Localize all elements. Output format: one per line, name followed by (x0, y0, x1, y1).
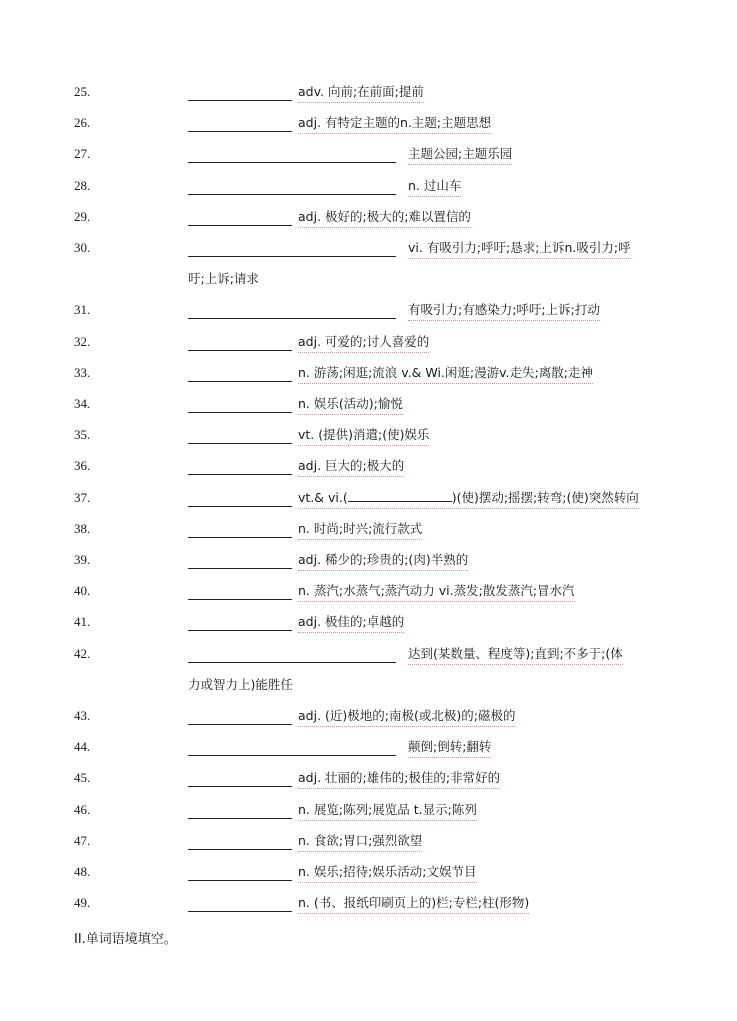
list-item (0, 832, 737, 860)
definition: n. 娱乐;招待;娱乐活动;文娱节目 (298, 863, 477, 883)
definition: 达到(某数量、程度等);直到;不多于;(体 (408, 645, 623, 665)
item-number: 29. (74, 208, 91, 224)
definition: adj. (近)极地的;南极(或北极)的;磁极的 (298, 707, 515, 727)
list-item (0, 894, 737, 922)
definition-text: )(使)摆动;摇摆;转弯;(使)突然转向 (451, 489, 639, 505)
definition: adj. 壮丽的;雄伟的;极佳的;非常好的 (298, 769, 500, 789)
list-item (0, 426, 737, 454)
definition: 主题公园;主题乐园 (408, 145, 512, 165)
definition: n. 过山车 (408, 177, 461, 197)
list-item (0, 863, 737, 891)
inline-answer-blank[interactable] (348, 489, 452, 502)
answer-blank[interactable] (188, 506, 292, 507)
list-item (0, 145, 737, 173)
list-item (0, 333, 737, 361)
answer-blank[interactable] (188, 100, 292, 101)
list-item (0, 738, 737, 766)
item-number: 37. (74, 489, 91, 505)
answer-blank[interactable] (188, 724, 292, 725)
answer-blank[interactable] (188, 412, 292, 413)
list-item (0, 208, 737, 236)
item-number: 32. (74, 333, 91, 349)
list-item (0, 83, 737, 111)
answer-blank[interactable] (188, 443, 292, 444)
item-number: 31. (74, 302, 91, 318)
item-number: 45. (74, 770, 91, 786)
item-number: 34. (74, 396, 91, 411)
item-number: 48. (74, 864, 91, 879)
item-number: 41. (74, 614, 91, 630)
definition: adv. 向前;在前面;提前 (298, 83, 424, 103)
answer-blank[interactable] (188, 755, 396, 756)
definition-continuation: 力或智力上)能胜任 (188, 676, 293, 692)
item-number: 40. (74, 583, 91, 599)
item-number: 30. (74, 240, 91, 255)
item-number: 38. (74, 520, 91, 536)
definition: n. (书、报纸印刷页上的)栏;专栏;柱(形物) (298, 894, 529, 914)
answer-blank[interactable] (188, 599, 292, 600)
item-number: 27. (74, 146, 91, 162)
list-item (0, 395, 737, 423)
definition: adj. 极佳的;卓越的 (298, 613, 404, 633)
item-number: 46. (74, 801, 91, 817)
answer-blank[interactable] (188, 256, 396, 257)
list-item (0, 707, 737, 735)
definition-prefix: vt.& vi.( (298, 489, 348, 505)
answer-blank[interactable] (188, 194, 396, 195)
list-item (0, 177, 737, 205)
list-item (0, 239, 737, 267)
answer-blank[interactable] (188, 786, 292, 787)
definition-continuation: 吁;上诉;请求 (188, 271, 259, 287)
definition: n. 娱乐(活动);愉悦 (298, 395, 403, 415)
definition: adj. 巨大的;极大的 (298, 457, 404, 477)
item-number: 42. (74, 645, 91, 661)
item-number: 44. (74, 739, 91, 755)
definition: n. 时尚;时兴;流行款式 (298, 520, 422, 540)
answer-blank[interactable] (188, 818, 292, 819)
definition: adj. 可爱的;讨人喜爱的 (298, 333, 429, 353)
list-item (0, 114, 737, 142)
definition: 有吸引力;有感染力;呼吁;上诉;打动 (408, 301, 600, 321)
answer-blank[interactable] (188, 630, 292, 631)
definition: vt. (提供)消遣;(使)娱乐 (298, 426, 429, 446)
list-item (0, 801, 737, 829)
answer-blank[interactable] (188, 537, 292, 538)
list-item (0, 676, 737, 704)
definition: adj. 稀少的;珍贵的;(肉)半熟的 (298, 551, 468, 571)
definition: n. 蒸汽;水蒸气;蒸汽动力 vi.蒸发;散发蒸汽;冒水汽 (298, 582, 575, 602)
answer-blank[interactable] (188, 474, 292, 475)
answer-blank[interactable] (188, 131, 292, 132)
list-item (0, 489, 737, 517)
item-number: 36. (74, 458, 91, 474)
item-number: 35. (74, 427, 91, 443)
definition: adj. 有特定主题的n.主题;主题思想 (298, 114, 491, 134)
item-number: 26. (74, 115, 91, 131)
answer-blank[interactable] (188, 880, 292, 881)
item-number: 33. (74, 364, 91, 380)
list-item (0, 270, 737, 298)
definition: n. 展览;陈列;展览品 t.显示;陈列 (298, 801, 477, 821)
item-number: 25. (74, 84, 91, 99)
list-item (0, 769, 737, 797)
list-item (0, 551, 737, 579)
list-item (0, 457, 737, 485)
answer-blank[interactable] (188, 911, 292, 912)
answer-blank[interactable] (188, 318, 396, 319)
list-item (0, 520, 737, 548)
definition: vi. 有吸引力;呼吁;恳求;上诉n.吸引力;呼 (408, 239, 631, 259)
item-number: 49. (74, 895, 91, 911)
item-number: 28. (74, 177, 91, 193)
item-number: 39. (74, 552, 91, 567)
list-item (0, 613, 737, 641)
item-number: 43. (74, 708, 91, 723)
answer-blank[interactable] (188, 162, 396, 163)
answer-blank[interactable] (188, 568, 292, 569)
section-heading: II.单词语境填空。 (74, 932, 177, 947)
list-item (0, 301, 737, 329)
answer-blank[interactable] (188, 849, 292, 850)
definition: 颠倒;倒转;翻转 (408, 738, 491, 758)
list-item (0, 364, 737, 392)
list-item (0, 582, 737, 610)
item-number: 47. (74, 832, 91, 848)
answer-blank[interactable] (188, 662, 396, 663)
definition (298, 489, 639, 509)
answer-blank[interactable] (188, 350, 292, 351)
answer-blank[interactable] (188, 381, 292, 382)
list-item (0, 645, 737, 673)
answer-blank[interactable] (188, 225, 292, 226)
definition: n. 食欲;胃口;强烈欲望 (298, 832, 422, 852)
definition: adj. 极好的;极大的;难以置信的 (298, 208, 471, 228)
definition: n. 游荡;闲逛;流浪 v.& Wi.闲逛;漫游v.走失;离散;走神 (298, 364, 593, 384)
